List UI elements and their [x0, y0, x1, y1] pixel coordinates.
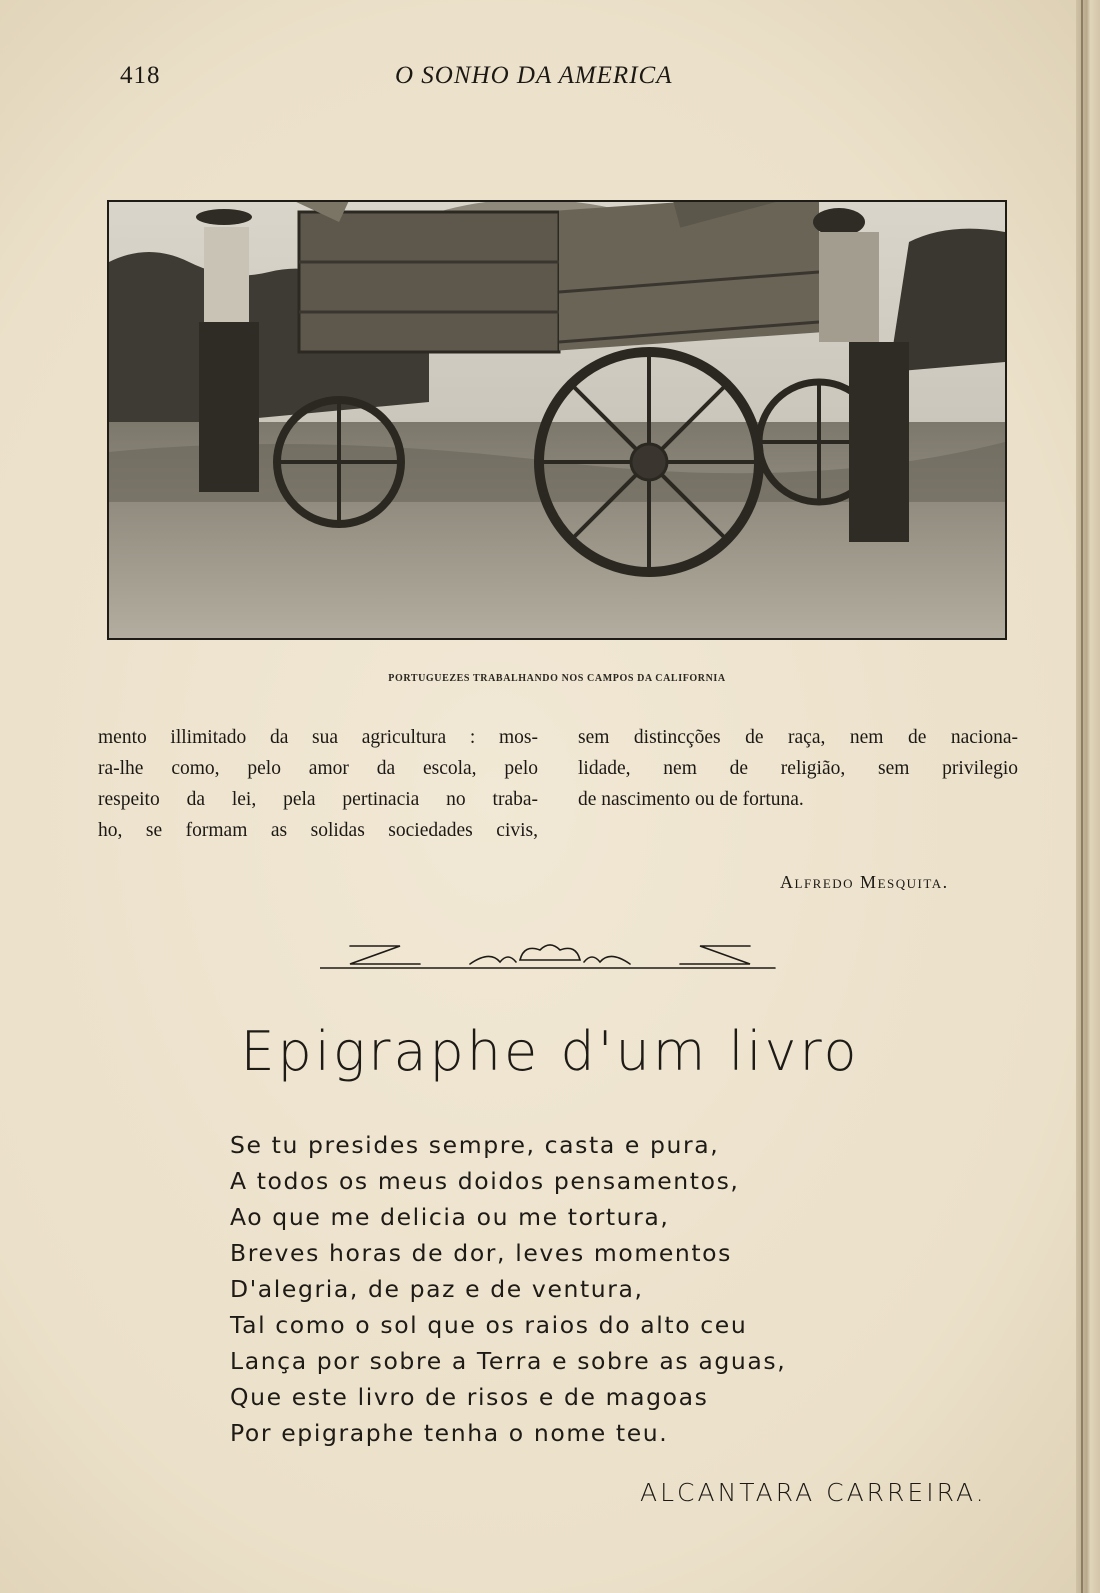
page-binding-edge: [1076, 0, 1100, 1593]
page-number: 418: [120, 62, 161, 89]
poem-verse: Breves horas de dor, leves momentos: [230, 1239, 733, 1267]
page-binding-line: [1081, 0, 1083, 1593]
article-line: respeito da lei, pela pertinacia no traba-: [98, 789, 538, 810]
article-line: mento illimitado da sua agricultura : mos-: [98, 727, 538, 748]
article-line: ho, se formam as solidas sociedades civis,: [98, 820, 538, 841]
article-column-left: [98, 722, 538, 846]
article-column-right: [578, 722, 1018, 815]
article-line: lidade, nem de religião, sem privilegio: [578, 758, 1018, 779]
poem-verse: Por epigraphe tenha o nome teu.: [230, 1419, 669, 1447]
article-line: sem distincções de raça, nem de naciona-: [578, 727, 1018, 748]
article-line: de nascimento ou de fortuna.: [578, 789, 804, 810]
poem-title: Epigraphe d'um livro: [240, 1020, 860, 1083]
photo-caption: PORTUGUEZES TRABALHANDO NOS CAMPOS DA CALIFORNIA: [388, 673, 726, 684]
running-title: O SONHO DA AMERICA: [395, 62, 673, 89]
poem-verse: Tal como o sol que os raios do alto ceu: [230, 1311, 748, 1339]
photograph-farm-wagon: [107, 200, 1007, 640]
poem-author: ALCANTARA CARREIRA.: [640, 1478, 987, 1507]
poem-verse: A todos os meus doidos pensamentos,: [230, 1167, 740, 1195]
poem-verse: Ao que me delicia ou me tortura,: [230, 1203, 670, 1231]
poem-verse: Se tu presides sempre, casta e pura,: [230, 1131, 720, 1159]
poem-verse: Que este livro de risos e de magoas: [230, 1383, 709, 1411]
article-line: ra-lhe como, pelo amor da escola, pelo: [98, 758, 538, 779]
article-author: Alfredo Mesquita.: [780, 872, 949, 892]
poem-verse: Lança por sobre a Terra e sobre as aguas,: [230, 1347, 787, 1375]
poem-body: [230, 1127, 786, 1451]
decorative-divider-ornament: [320, 940, 780, 974]
wagon-photo-illustration: [109, 202, 1005, 638]
poem-verse: D'alegria, de paz e de ventura,: [230, 1275, 644, 1303]
